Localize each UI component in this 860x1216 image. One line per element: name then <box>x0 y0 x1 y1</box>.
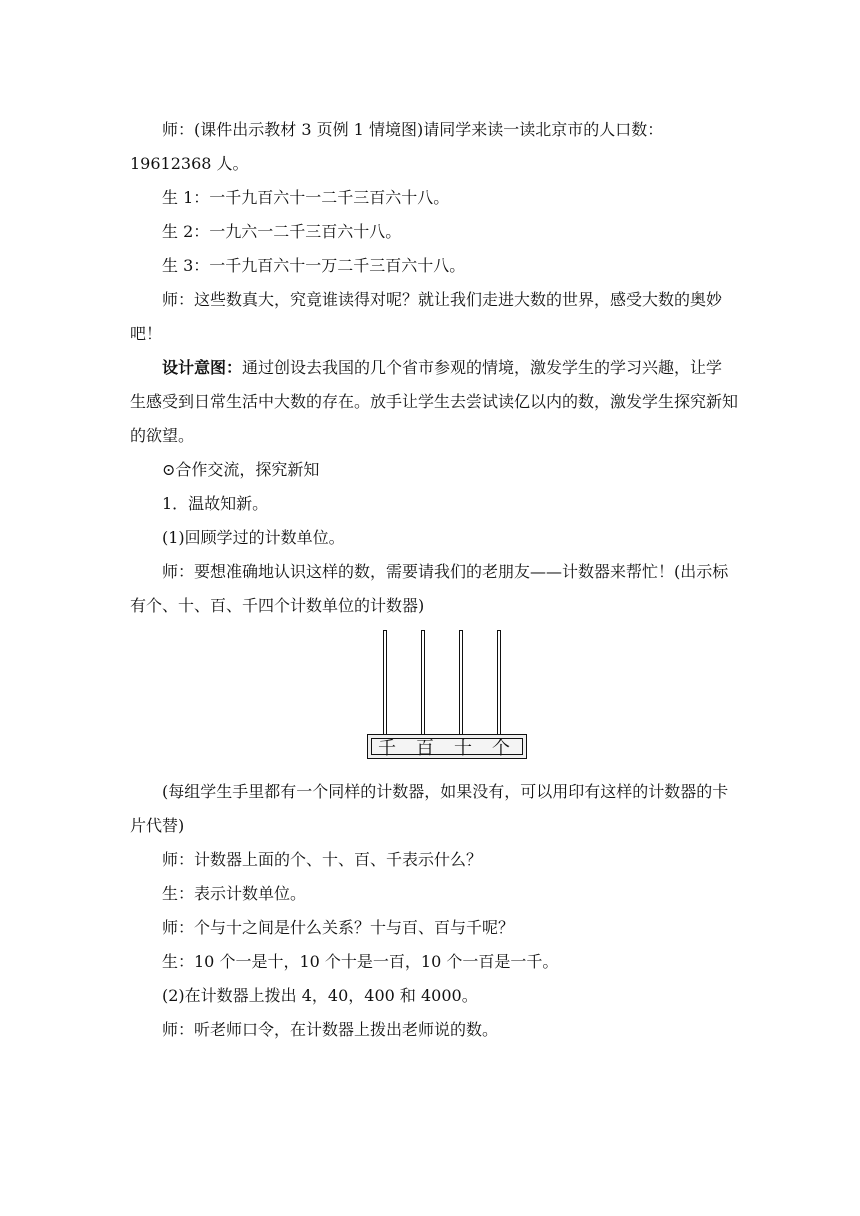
student-answer-relation: 生：10 个一是十，10 个十是一百，10 个一百是一千。 <box>162 952 559 971</box>
design-intent-paragraph <box>130 351 738 453</box>
step-1-sub-1: (1)回顾学过的计数单位。 <box>162 528 345 547</box>
step-1-sub-2: (2)在计数器上拨出 4，40，400 和 4000。 <box>162 986 478 1005</box>
teacher-instruction-listen: 师：听老师口令，在计数器上拨出老师说的数。 <box>162 1020 499 1039</box>
teacher-question-relation: 师：个与十之间是什么关系？十与百、百与千呢？ <box>162 918 515 937</box>
abacus-figure <box>130 625 738 771</box>
section-heading-cooperate: ⊙合作交流，探究新知 <box>162 460 320 479</box>
teacher-question-units: 师：计数器上面的个、十、百、千表示什么？ <box>162 850 483 869</box>
teacher-counter-intro: 师：要想准确地认识这样的数，需要请我们的老朋友——计数器来帮忙！(出示标有个、十、百、千四个计数单位的计数器) <box>130 562 729 615</box>
abacus-base <box>367 734 527 759</box>
teacher-big-number-prompt: 师：这些数真大，究竟谁读得对呢？就让我们走进大数的世界，感受大数的奥妙吧！ <box>130 290 723 343</box>
abacus-unit-label: 百 <box>416 738 434 759</box>
student-2-answer: 生 2：一九六一二千三百六十八。 <box>162 222 402 241</box>
teacher-intro-line: 师：(课件出示教材 3 页例 1 情境图)请同学来读一读北京市的人口数： <box>162 120 664 139</box>
abacus-counter <box>367 625 527 765</box>
student-3-answer: 生 3：一千九百六十一万二千三百六十八。 <box>162 256 466 275</box>
step-1-heading: 1．温故知新。 <box>162 494 269 513</box>
group-counter-note: (每组学生手里都有一个同样的计数器，如果没有，可以用印有这样的计数器的卡片代替) <box>130 782 729 835</box>
design-intent-label: 设计意图： <box>162 358 243 377</box>
abacus-rod-hundreds <box>421 630 425 734</box>
abacus-unit-label: 个 <box>492 738 510 759</box>
document-page <box>130 113 738 1047</box>
abacus-unit-label: 千 <box>378 738 396 759</box>
population-number-line: 19612368 人。 <box>130 154 249 173</box>
abacus-rod-tens <box>459 630 463 734</box>
abacus-rod-ones <box>497 630 501 734</box>
design-intent-text: 通过创设去我国的几个省市参观的情境，激发学生的学习兴趣，让学生感受到日常生活中大数的存在。放手让学生去尝试读亿以内的数，激发学生探究新知的欲望。 <box>130 358 739 445</box>
abacus-unit-label: 十 <box>454 738 472 759</box>
student-answer-units: 生：表示计数单位。 <box>162 884 307 903</box>
abacus-base-panel <box>371 738 523 759</box>
abacus-rod-thousands <box>383 630 387 734</box>
student-1-answer: 生 1：一千九百六十一二千三百六十八。 <box>162 188 450 207</box>
